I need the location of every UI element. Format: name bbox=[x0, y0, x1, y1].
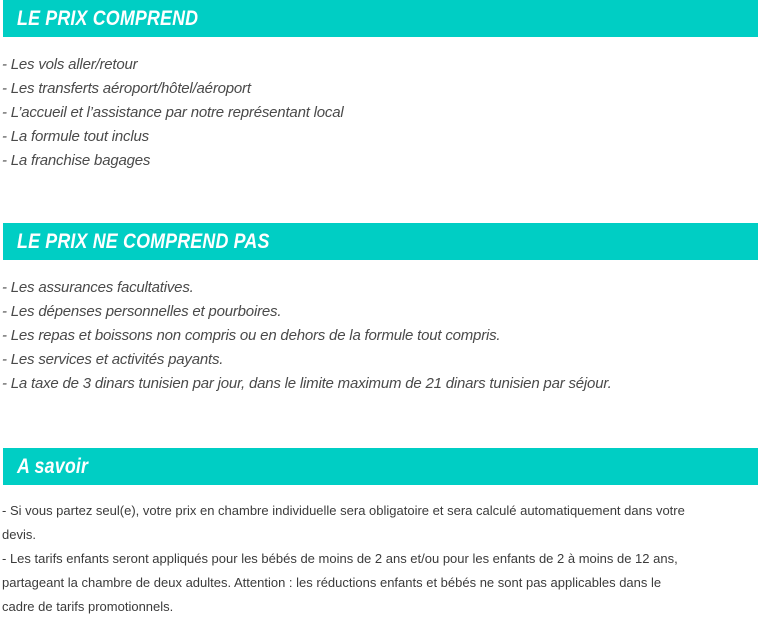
list-item: - Les dépenses personnelles et pourboires. bbox=[2, 303, 282, 320]
list-item: - La franchise bagages bbox=[2, 152, 151, 169]
price-excludes-header-bar bbox=[3, 223, 758, 260]
price-includes-header-bar bbox=[3, 0, 758, 37]
list-item: - Les vols aller/retour bbox=[2, 56, 138, 73]
note-line: partageant la chambre de deux adultes. Attention : les réductions enfants et bébés ne sont pas applicables dans le bbox=[2, 575, 662, 590]
price-includes-title: LE PRIX COMPREND bbox=[17, 6, 199, 30]
section-price-includes bbox=[0, 0, 758, 173]
note-line: - Les tarifs enfants seront appliqués pour les bébés de moins de 2 ans et/ou pour les enfants de 2 à moins de 12 ans, bbox=[2, 551, 678, 566]
good-to-know-text bbox=[0, 499, 758, 619]
good-to-know-header-bar bbox=[3, 448, 758, 485]
good-to-know-title: A savoir bbox=[17, 454, 89, 478]
list-item: - Les transferts aéroport/hôtel/aéroport bbox=[2, 80, 251, 97]
list-item: - Les assurances facultatives. bbox=[2, 279, 194, 296]
note-line: - Si vous partez seul(e), votre prix en chambre individuelle sera obligatoire et sera calculé automatiquement dans votre bbox=[2, 503, 685, 518]
price-excludes-title: LE PRIX NE COMPREND PAS bbox=[17, 229, 270, 253]
list-item: - La taxe de 3 dinars tunisien par jour, dans le limite maximum de 21 dinars tunisien par séjour. bbox=[2, 375, 612, 392]
list-item: - L’accueil et l’assistance par notre représentant local bbox=[2, 104, 344, 121]
section-good-to-know bbox=[0, 448, 758, 619]
price-excludes-list bbox=[0, 276, 758, 396]
list-item: - La formule tout inclus bbox=[2, 128, 149, 145]
price-includes-list bbox=[0, 53, 758, 173]
list-item: - Les repas et boissons non compris ou en dehors de la formule tout compris. bbox=[2, 327, 501, 344]
section-price-excludes bbox=[0, 223, 758, 396]
list-item: - Les services et activités payants. bbox=[2, 351, 224, 368]
note-line: cadre de tarifs promotionnels. bbox=[2, 599, 174, 614]
note-line: devis. bbox=[2, 527, 36, 542]
